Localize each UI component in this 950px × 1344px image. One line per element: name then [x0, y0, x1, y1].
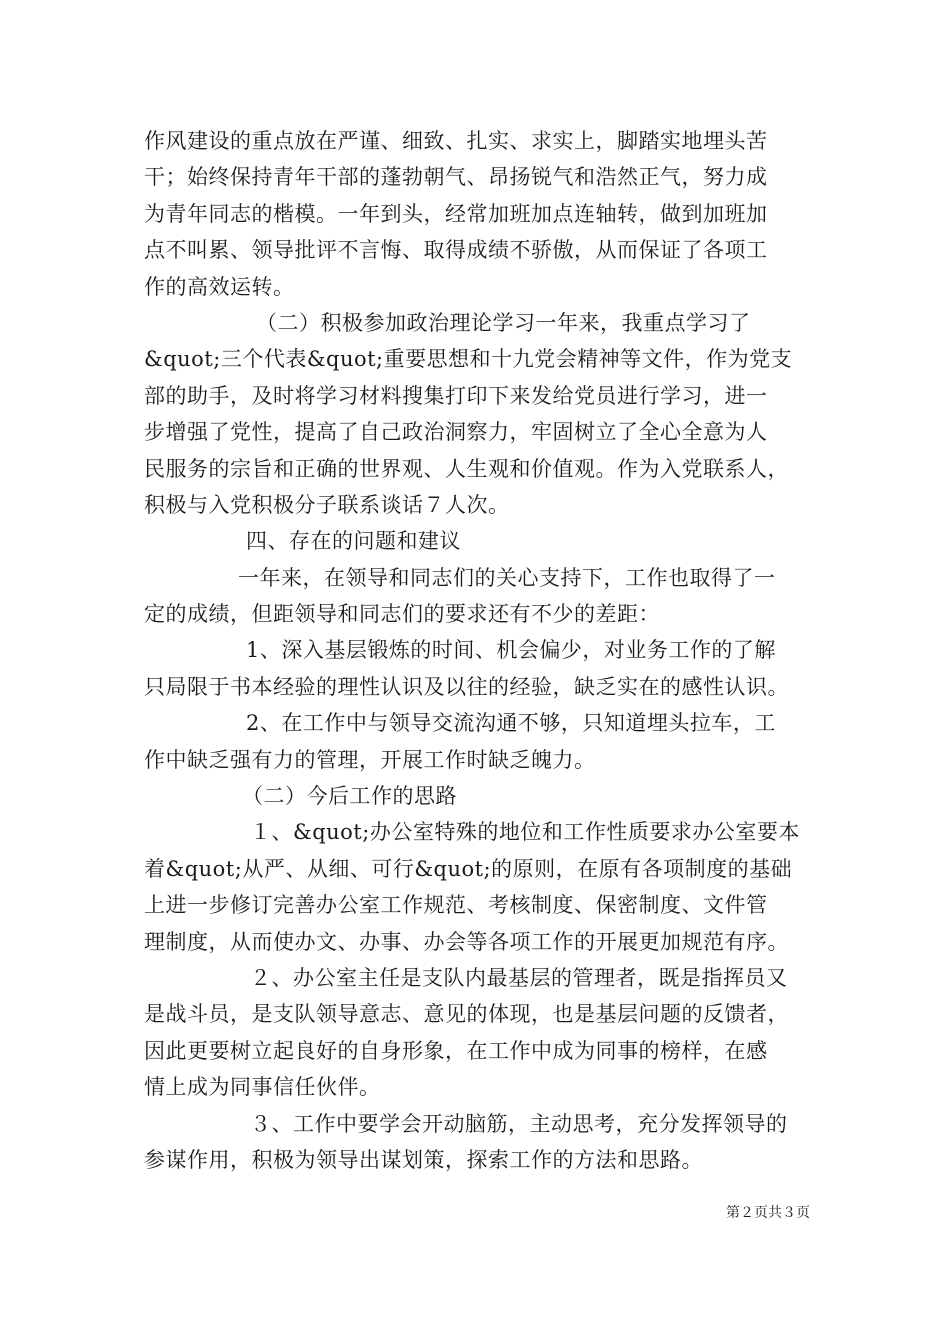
text-line: 只局限于书本经验的理性认识及以往的经验，缺乏实在的感性认识。: [144, 674, 789, 699]
text-line: 作中缺乏强有力的管理，开展工作时缺乏魄力。: [144, 747, 596, 772]
text-line: 1、深入基层锻炼的时间、机会偏少，对业务工作的了解: [246, 638, 776, 663]
text-line: 点不叫累、领导批评不言悔、取得成绩不骄傲，从而保证了各项工: [144, 238, 768, 263]
text-line: 部的助手，及时将学习材料搜集打印下来发给党员进行学习，进一: [144, 383, 768, 408]
text-line: 民服务的宗旨和正确的世界观、人生观和价值观。作为入党联系人，: [144, 456, 789, 481]
text-line: 参谋作用，积极为领导出谋划策，探索工作的方法和思路。: [144, 1147, 703, 1172]
text-line: ３、工作中要学会开动脑筋，主动思考，充分发挥领导的: [250, 1111, 788, 1136]
text-line: 2、在工作中与领导交流沟通不够，只知道埋头拉车，工: [246, 711, 776, 736]
text-line: 作的高效运转。: [144, 274, 295, 299]
text-line: １、&quot;办公室特殊的地位和工作性质要求办公室要本: [250, 820, 800, 845]
text-line: 干；始终保持青年干部的蓬勃朝气、昂扬锐气和浩然正气，努力成: [144, 165, 768, 190]
text-line: 积极与入党积极分子联系谈话７人次。: [144, 492, 510, 517]
text-line: &quot;三个代表&quot;重要思想和十九党会精神等文件，作为党支: [144, 347, 793, 372]
text-line: 理制度，从而使办文、办事、办会等各项工作的开展更加规范有序。: [144, 929, 789, 954]
text-line: 上进一步修订完善办公室工作规范、考核制度、保密制度、文件管: [144, 893, 768, 918]
text-line: （二）今后工作的思路: [242, 784, 457, 809]
text-line: 是战斗员，是支队领导意志、意见的体现，也是基层问题的反馈者，: [144, 1002, 789, 1027]
document-body: [144, 123, 812, 1178]
text-line: 作风建设的重点放在严谨、细致、扎实、求实上，脚踏实地埋头苦: [144, 129, 768, 153]
page-number-footer: 第２页共３页: [726, 1205, 810, 1221]
text-line: （二）积极参加政治理论学习一年来，我重点学习了: [256, 310, 751, 335]
text-line: 定的成绩，但距领导和同志们的要求还有不少的差距：: [144, 602, 660, 627]
text-line: 步增强了党性，提高了自己政治洞察力，牢固树立了全心全意为人: [144, 420, 768, 445]
text-line: 着&quot;从严、从细、可行&quot;的原则，在原有各项制度的基础: [144, 856, 793, 881]
text-line: 四、存在的问题和建议: [246, 529, 461, 554]
text-line: ２、办公室主任是支队内最基层的管理者，既是指挥员又: [250, 965, 788, 990]
text-line: 一年来，在领导和同志们的关心支持下，工作也取得了一: [238, 565, 776, 590]
text-line: 因此更要树立起良好的自身形象，在工作中成为同事的榜样，在感: [144, 1038, 768, 1063]
text-line: 为青年同志的楷模。一年到头，经常加班加点连轴转，做到加班加: [144, 201, 768, 226]
text-line: 情上成为同事信任伙伴。: [144, 1075, 381, 1100]
